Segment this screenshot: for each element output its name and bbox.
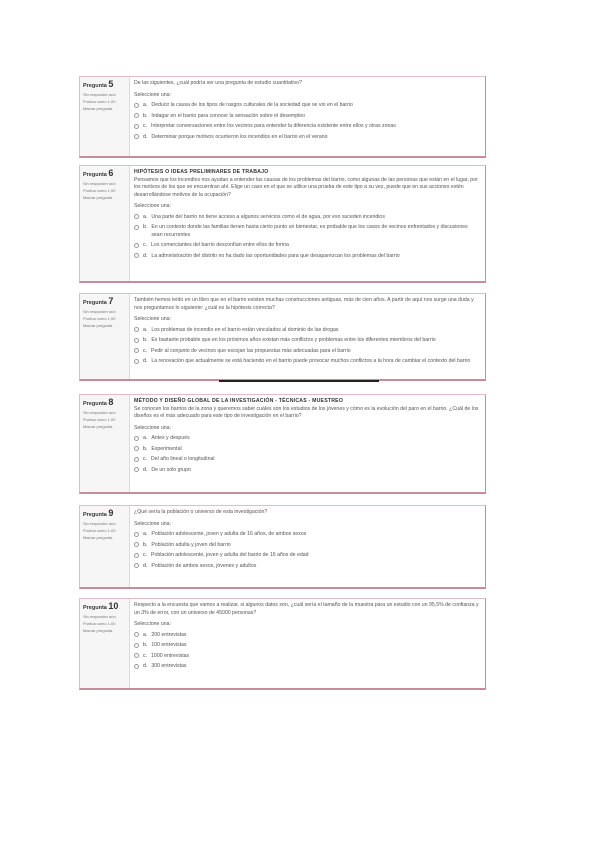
question-content [134,297,479,377]
question-card [79,293,486,381]
answer-option[interactable]: c. 1000 entrevistas [134,653,479,661]
radio-button[interactable] [134,113,139,118]
section-title: HIPÓTESIS O IDEAS PRELIMINARES DE TRABAJO [134,169,269,175]
question-number: Pregunta 6 [83,168,114,178]
radio-button[interactable] [134,253,139,258]
question-text: Pensamos que los incendios nos ayudan a entender las causas de los problemas del barrio, como algunas de las personas que están en el lugar, por los motivos de los que se encuentran ahí. Elige un caso en el que se utilice una prueba de este tipo a su vez, puede que en sus acciones estén desarrollándose motivos de la ocupación? [134,176,478,198]
select-label: Seleccione una: [134,91,171,98]
radio-button[interactable] [134,134,139,139]
question-info [80,77,130,156]
radio-button[interactable] [134,632,139,637]
radio-button[interactable] [134,563,139,568]
radio-button[interactable] [134,446,139,451]
answer-option[interactable]: d. La administración del distrito no ha dado las oportunidades para que desaparezcan los problemas del barrio [134,253,479,261]
radio-button[interactable] [134,338,139,343]
question-info [80,599,130,688]
answer-option[interactable]: b. Experimental [134,446,479,454]
question-points: Puntúa como 1,00 [83,621,116,626]
answer-option[interactable]: a. Una parte del barrio no tiene acceso a algunos servicios como el de agua, por eso suceden incendios [134,214,479,222]
answer-option[interactable]: a. Antes y después [134,435,479,443]
select-label: Seleccione una: [134,520,171,527]
select-label: Seleccione una: [134,424,171,431]
flag-question-link[interactable]: Marcar pregunta [83,628,113,633]
question-status: Sin responder aún [83,521,116,526]
radio-button[interactable] [134,243,139,248]
answer-option[interactable]: c. Interpretar conversaciones entre los vecinos para entender la diferencia existente entre ellos y otras zonas [134,123,479,131]
answer-option[interactable]: d. 300 entrevistas [134,663,479,671]
answer-option[interactable]: c. Pedir al conjunto de vecinos que escojan las propuestas más adecuadas para el barrio [134,348,479,356]
flag-question-link[interactable]: Marcar pregunta [83,195,113,200]
question-info [80,506,130,587]
select-label: Seleccione una: [134,316,171,322]
radio-button[interactable] [134,359,139,364]
question-number: Pregunta 8 [83,397,114,407]
answer-option[interactable]: b. Población adulta y joven del barrio [134,542,479,550]
answer-option[interactable]: a. Deducir la causa de los tipos de rasgos culturales de la sociedad que se vio en el barrio [134,102,479,110]
question-text: También hemos leído en un libro que en el barrio existen muchas construcciones antiguas, más de cien años. A partir de aquí nos surge una duda y nos preguntamos lo siguiente: ¿cuál es la hipótesis correcta? [134,297,474,311]
question-card [79,76,486,158]
question-number: Pregunta 9 [83,508,114,518]
radio-button[interactable] [134,467,139,472]
select-label: Seleccione una: [134,203,171,209]
answer-option[interactable]: c. Los comerciantes del barrio desconfían entre ellos de forma [134,242,479,250]
answer-option[interactable]: b. En un contexto donde las familias tienen hasta cierto punto un bienestar, es probable que los casos de vecinos enfrentados y discusiones sean recurrentes [134,224,479,239]
question-text: ¿Qué sería la población o universo de esta investigación? [134,509,268,515]
answer-option[interactable]: b. Indagar en el barrio para conocer la sensación sobre el desempleo [134,113,479,121]
answer-option[interactable]: a. Población adolescente, joven y adulta de 16 años, de ambos sexos [134,531,479,539]
question-number: Pregunta 5 [83,79,114,89]
answer-option[interactable]: a. Los problemas de incendio en el barrio están vinculados al dominio de las drogas [134,327,479,335]
radio-button[interactable] [134,225,139,230]
question-points: Puntúa como 1,00 [83,528,116,533]
answer-option[interactable]: d. Determinar porque motivos ocurrieron los incendios en el barrio en el verano [134,134,479,142]
flag-question-link[interactable]: Marcar pregunta [83,424,113,429]
question-content [134,602,479,686]
question-content [134,169,479,279]
radio-button[interactable] [134,214,139,219]
section-title: MÉTODO Y DISEÑO GLOBAL DE LA INVESTIGACIÓN - TÉCNICAS - MUESTREO [134,398,344,404]
question-status: Sin responder aún [83,92,116,97]
question-number: Pregunta 10 [83,601,119,611]
radio-button[interactable] [134,653,139,658]
answer-option[interactable]: a. 200 entrevistas [134,632,479,640]
question-info [80,166,130,281]
radio-button[interactable] [134,553,139,558]
radio-button[interactable] [134,103,139,108]
radio-button[interactable] [134,542,139,547]
question-card [79,505,486,589]
question-text: De las siguientes, ¿cuál podría ser una pregunta de estudio cuantitativo? [134,80,302,86]
flag-question-link[interactable]: Marcar pregunta [83,323,113,328]
answer-option[interactable]: c. Del año lineal o longitudinal [134,456,479,464]
question-number: Pregunta 7 [83,296,114,306]
question-points: Puntúa como 1,00 [83,188,116,193]
question-card [79,394,486,494]
answer-option[interactable]: d. Población de ambos sexos, jóvenes y adultos [134,563,479,571]
answer-option[interactable]: b. Es bastante probable que en los próximos años existan más conflictos y problemas entre los diferentes miembros del barrio [134,337,479,345]
radio-button[interactable] [134,436,139,441]
question-text: Respecto a la encuesta que vamos a realizar, si algunos datos son, ¿cuál sería el tamaño de la muestra para un estudio con un 95,5% de confianza y un 3% de error, con un universo de 45000 personas? [134,602,479,616]
radio-button[interactable] [134,643,139,648]
answer-option[interactable]: c. Población adolescente, joven y adulta del barrio de 16 años de edad [134,552,479,560]
radio-button[interactable] [134,664,139,669]
radio-button[interactable] [134,327,139,332]
flag-question-link[interactable]: Marcar pregunta [83,106,113,111]
select-label: Seleccione una: [134,621,171,627]
question-content [134,398,479,490]
radio-button[interactable] [134,457,139,462]
radio-button[interactable] [134,532,139,537]
question-status: Sin responder aún [83,410,116,415]
answer-option[interactable]: d. La renovación que actualmente se está haciendo en el barrio puede provocar muchos conflictos a la hora de cambiar el contexto del barrio [134,358,479,366]
question-points: Puntúa como 1,00 [83,99,116,104]
question-status: Sin responder aún [83,614,116,619]
question-card [79,598,486,690]
answer-option[interactable]: d. De un solo grupo [134,467,479,475]
question-text: Se conocen los barrios de la zona y queremos saber cuáles son los estudios de los jóvenes y cómo es la evolución del paro en el barrio. ¿Cuál de los diseños es el más adecuado para este tipo de investigación en el barrio? [134,405,479,419]
question-info [80,294,130,379]
question-content [134,80,479,154]
flag-question-link[interactable]: Marcar pregunta [83,535,113,540]
question-card [79,165,486,283]
answer-option[interactable]: b. 100 entrevistas [134,642,479,650]
question-points: Puntúa como 1,00 [83,316,116,321]
question-content [134,509,479,585]
question-points: Puntúa como 1,00 [83,417,116,422]
page-break-line [219,380,379,382]
radio-button[interactable] [134,124,139,129]
question-status: Sin responder aún [83,181,116,186]
question-status: Sin responder aún [83,309,116,314]
radio-button[interactable] [134,348,139,353]
question-info [80,395,130,492]
